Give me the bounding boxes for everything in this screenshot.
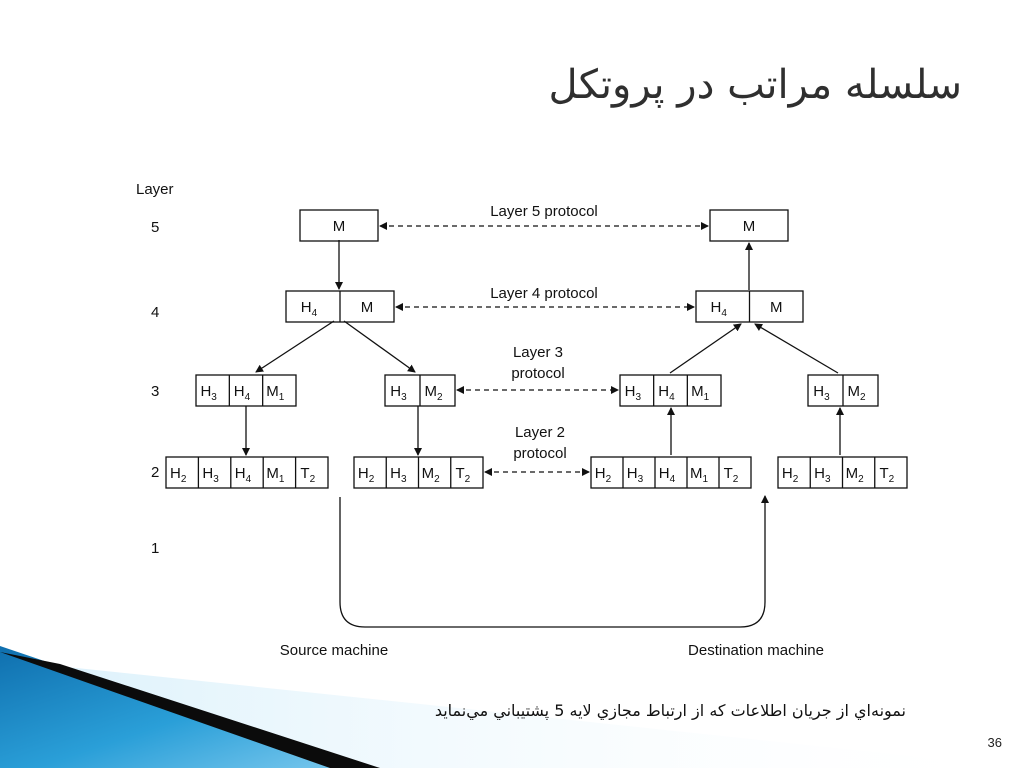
source-layer3-packet-b [385, 375, 455, 406]
physical-medium-path [340, 496, 765, 627]
packet-cell-subscript: 2 [180, 474, 187, 485]
packet-cell-label: $H_4$ [658, 383, 675, 403]
layer-number-5: 5 [151, 219, 160, 236]
layer2-protocol-label-line2: protocol [513, 445, 567, 462]
packet-cell-subscript: 4 [669, 392, 675, 403]
slide-caption: نمونه‌اي از جريان اطلاعات که از ارتباط مجازي لايه 5 پشتيباني مي‌نمايد [434, 701, 906, 720]
packet-cell-subscript: 3 [635, 392, 642, 403]
destination-layer2-packet-b [778, 457, 907, 488]
packet-cell-label: $M_2$ [424, 383, 443, 403]
destination-layer2-packet-a [591, 457, 751, 488]
packet-cell-label: $H_2$ [594, 465, 612, 485]
packet-cell-subscript: 3 [401, 392, 407, 403]
packet-cell-label: $M_2$ [421, 465, 440, 485]
packet-cell-subscript: 3 [825, 474, 831, 485]
packet-cell-subscript: 4 [244, 392, 251, 403]
source-layer5-packet [300, 210, 378, 241]
packet-cell-subscript: 1 [702, 474, 709, 485]
packet-cell-label: $H_2$ [169, 465, 187, 485]
destination-machine-label: Destination machine [688, 642, 824, 659]
packet-cell-label: $H_3$ [390, 383, 407, 403]
packet-cell-label: M [742, 218, 756, 235]
packet-cell-label: $M_1$ [266, 465, 285, 485]
packet-cell-label: $M_2$ [847, 383, 866, 403]
packet-cell-label: $H_3$ [202, 465, 219, 485]
packet-cell-subscript: 3 [213, 474, 219, 485]
packet-cell-label: $H_3$ [624, 383, 642, 403]
layer-number-2: 2 [151, 464, 160, 481]
packet-cell-subscript: 4 [669, 474, 676, 485]
arrow-src-l4-to-l3a [256, 321, 334, 372]
packet-cell-subscript: 3 [637, 474, 644, 485]
layer3-protocol-label-line1: Layer 3 [512, 344, 564, 361]
slide-title: سلسله مراتب در پروتکل [548, 62, 962, 108]
packet-cell-label: $H_4$ [658, 465, 676, 485]
packet-cell-subscript: 2 [605, 474, 612, 485]
packet-cell-label: $T_2$ [723, 465, 739, 485]
packet-cell-label: $H_3$ [200, 383, 217, 403]
packet-cell-label: $H_3$ [813, 383, 830, 403]
packet-cell-subscript: 2 [464, 474, 471, 485]
packet-cell-subscript: 3 [824, 392, 830, 403]
packet-cell-subscript: 2 [792, 474, 799, 485]
packet-cell-subscript: 2 [732, 474, 739, 485]
packet-cell-subscript: 3 [401, 474, 407, 485]
layer-heading: Layer [136, 181, 174, 198]
packet-cell-subscript: 1 [278, 392, 285, 403]
packet-cell-label: $H_3$ [390, 465, 407, 485]
packet-cell-label: $H_4$ [300, 299, 318, 319]
arrow-dst-l3b-to-l4 [755, 324, 838, 373]
source-layer2-packet-a [166, 457, 328, 488]
destination-layer5-packet [710, 210, 788, 241]
source-layer4-packet [286, 291, 394, 322]
packet-cell-subscript: 2 [434, 474, 440, 485]
packet-cell-subscript: 2 [858, 474, 864, 485]
packet-cell-subscript: 4 [311, 308, 318, 319]
packet-cell-label: $M_1$ [691, 383, 710, 403]
packet-cell-label: $H_4$ [710, 299, 727, 319]
packet-cell-label: $H_4$ [233, 383, 251, 403]
layer-number-4: 4 [151, 304, 160, 321]
packet-cell-subscript: 3 [211, 392, 217, 403]
destination-layer4-packet [696, 291, 803, 322]
packet-cell-subscript: 2 [368, 474, 375, 485]
arrow-dst-l3a-to-l4 [670, 324, 741, 373]
page-number: 36 [987, 735, 1002, 750]
destination-layer3-packet-b [808, 375, 878, 406]
packet-cell-label: $M_1$ [266, 383, 285, 403]
packet-cell-label: $T_2$ [455, 465, 471, 485]
packet-cell-label: $M_1$ [689, 465, 709, 485]
layer4-protocol-label: Layer 4 protocol [490, 285, 598, 302]
packet-cell-label: $H_3$ [626, 465, 644, 485]
arrow-src-l4-to-l3b [344, 321, 415, 372]
destination-layer3-packet-a [620, 375, 721, 406]
packet-cell-subscript: 1 [703, 392, 710, 403]
packet-cell-subscript: 2 [859, 392, 866, 403]
layer-number-1: 1 [151, 540, 160, 557]
source-layer2-packet-b [354, 457, 483, 488]
packet-cell-label: $H_3$ [814, 465, 831, 485]
packet-cell-label: M [360, 299, 374, 316]
packet-cell-subscript: 2 [436, 392, 443, 403]
packet-cell-subscript: 2 [309, 474, 316, 485]
packet-cell-label: $H_2$ [357, 465, 375, 485]
layer3-protocol-label-line2: protocol [511, 365, 565, 382]
packet-cell-subscript: 1 [278, 474, 285, 485]
layer2-protocol-label-line1: Layer 2 [514, 424, 566, 441]
packet-cell-subscript: 4 [721, 308, 727, 319]
source-layer3-packet-a [196, 375, 296, 406]
layer-number-3: 3 [151, 383, 160, 400]
packet-cell-subscript: 2 [888, 474, 895, 485]
packet-cell-label: $M_2$ [845, 465, 864, 485]
layer5-protocol-label: Layer 5 protocol [490, 203, 598, 220]
source-machine-label: Source machine [279, 642, 389, 659]
packet-cell-label: $H_2$ [781, 465, 799, 485]
packet-cell-label: M [332, 218, 346, 235]
packet-cell-subscript: 4 [245, 474, 252, 485]
packet-cell-label: $T_2$ [879, 465, 895, 485]
packet-cell-label: M [770, 299, 783, 316]
packet-cell-label: $T_2$ [300, 465, 316, 485]
packet-cell-label: $H_4$ [234, 465, 252, 485]
